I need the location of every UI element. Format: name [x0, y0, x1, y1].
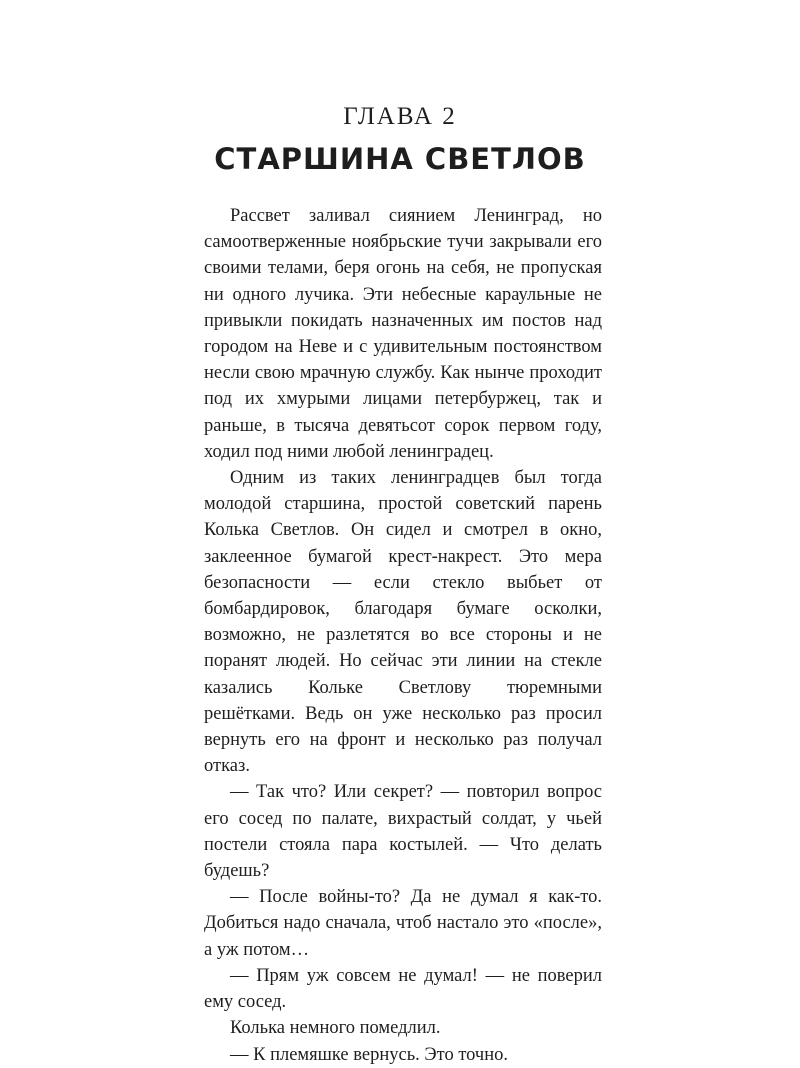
chapter-number: ГЛАВА 2 [343, 103, 457, 130]
dialogue-line-4: — К племяшке вернусь. Это точно. [230, 1044, 509, 1065]
narration-line: Колька немного помедлил. [230, 1018, 441, 1039]
dialogue-line-1: — Так что? Или секрет? — повторил вопрос его сосед по палате, вихрастый солдат, у чьей постели стояла пара костылей. — Что делать будешь? [204, 782, 602, 882]
dialogue-line-3: — Прям уж совсем не думал! — не поверил ему сосед. [204, 965, 602, 1013]
paragraph-1: Рассвет заливал сиянием Ленинград, но самоотверженные ноябрьские тучи закрывали его своими телами, беря огонь на себя, не пропуская ни одного лучика. Эти небесные караульные не привыкли покидать назначенных им постов над городом на Неве и с удивительным постоянством несли свою мрачную службу. Как нынче проходит под их хмурыми лицами петербуржец, так и раньше, в тысяча девятьсот сорок первом году, ходил под ними любой ленинградец. [204, 206, 602, 462]
chapter-text [204, 203, 602, 1068]
paragraph-2: Одним из таких ленинградцев был тогда молодой старшина, простой советский парень Колька Светлов. Он сидел и смотрел в окно, заклеенное бумагой крест-накрест. Это мера безопасности — если стекло выбьет от бомбардировок, благодаря бумаге осколки, возможно, не разлетятся во все стороны и не поранят людей. Но сейчас эти линии на стекле казались Кольке Светлову тюремными решётками. Ведь он уже несколько раз просил вернуть его на фронт и несколько раз получал отказ. [204, 468, 602, 777]
dialogue-line-2: — После войны-то? Да не думал я как-то. Добиться надо сначала, чтоб настало это «после», а уж потом… [204, 887, 602, 960]
chapter-title: СТАРШИНА СВЕТЛОВ [214, 142, 586, 176]
